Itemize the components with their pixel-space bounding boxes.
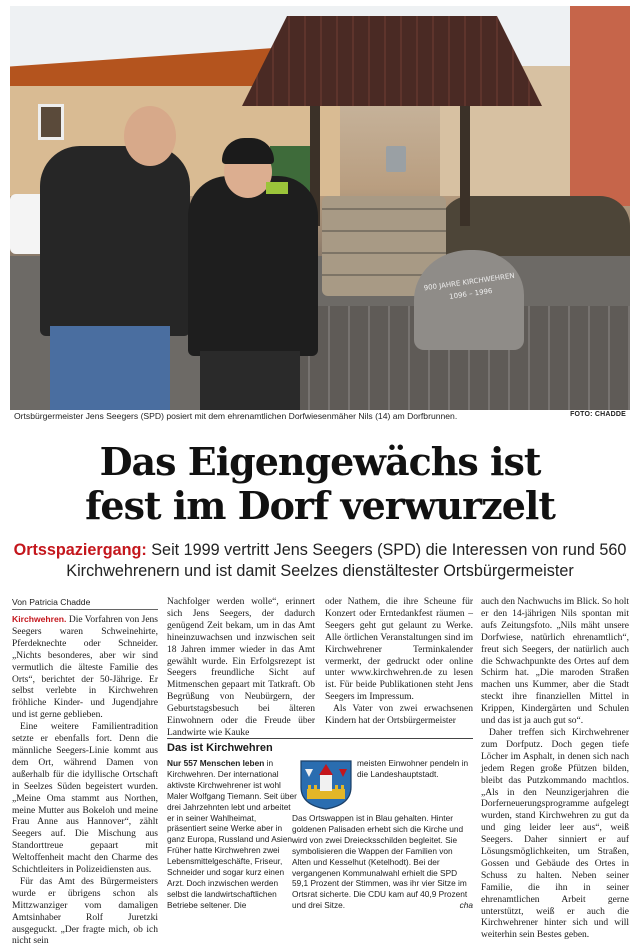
man-jacket (40, 146, 190, 336)
article-column-4 (481, 597, 629, 942)
coat-of-arms-icon (299, 759, 353, 811)
paragraph: Für das Amt des Bürgermeisters wurde er übrigens schon als Mittzwanziger vom damaligen Amtsinhaber Rolf Juretzki ausgeguckt. „Der fragte mich, ob ich nicht sein (12, 876, 158, 947)
paragraph: Nachfolger werden wolle“, erinnert sich Jens Seegers, der dadurch genügend Zeit bekam, um in das Amt hineinzuwachsen und inzwischen seit 18 Jahren immer wieder in das Amt gewählt wurde. Ein Erfolgsrezept ist Seegers freundliche Sicht auf Mitmenschen gepaart mit Tatkraft. Ob Begrüßung von Neubürgern, der Geburtstagsbesuch bei älteren Einwohnern oder die Freude über Landwirte wie Kauke (167, 597, 315, 738)
infobox-text-left: Nur 557 Menschen leben in Kirchwehren. Der international aktivste Kirchwehrener ist wohl Maler Wolfgang Tiemann. Seit über drei Jahrzehnten lebt und arbeitet er in seiner Wahlheimat, präsentiert seine Werke aber in ganz Europa, Russland und Asien. Früher hatte Kirchwehren zwei Lebensmittelgeschäfte, Friseur, Schneider und sogar kurz einen Arzt. Doch inzwischen werden selbst die landwirtschaftlichen Betriebe seltener. Die (167, 758, 297, 910)
memorial-stone-text: 900 JAHRE KIRCHWEHREN 1096 – 1996 (423, 271, 516, 301)
man-jeans (50, 326, 170, 410)
house-right-brick (570, 6, 630, 206)
infobox-text-right: meisten Einwohner pendeln in die Landeshauptstadt. (357, 758, 469, 779)
article-photo (10, 6, 630, 410)
paragraph: Eine weitere Familientradition setzte er ebenfalls fort. Denn die männliche Seegers-Linie kommt aus dem Ort, während Damen von außerhalb für die idyllische Ortschaft in Seelzes Süden begeistert wurden. „Meine Oma stammt aus Northen, meine Mutter aus Bokeloh und meine Frau Anne aus Hannover“, zählt Seegers auf. Die Mischung aus Standorttreue gepaart mit Weltoffenheit macht den Charme des Schichtleiters in Polizeidiensten aus. (12, 722, 158, 876)
article-column-2 (167, 597, 315, 740)
kicker: Ortsspaziergang: (13, 541, 147, 559)
byline: Von Patricia Chadde (12, 597, 91, 607)
photo-credit: FOTO: CHADDE (570, 411, 626, 418)
article-column-1 (12, 614, 158, 948)
infobox-lead: Nur 557 Menschen leben (167, 758, 265, 768)
window-1 (38, 104, 64, 140)
headline-line-2: fest im Dorf verwurzelt (85, 483, 555, 528)
boy-jacket (188, 176, 318, 356)
well-post-right (460, 106, 470, 226)
subheadline (12, 540, 628, 582)
man-face (124, 106, 176, 166)
caption-text: Ortsbürgermeister Jens Seegers (SPD) posiert mit dem ehrenamtlichen Dorfwiesenmäher Nils (14) am Dorfbrunnen. (14, 411, 458, 421)
well-bucket (386, 146, 406, 172)
boy-trousers (200, 351, 300, 410)
paragraph: auch den Nachwuchs im Blick. So holt er den 14-jährigen Nils spontan mit aufs Zeitungsfoto. „Nils mäht unsere Dorfwiese, natürlich ehrenamtlich“, freut sich Seegers, der natürlich auch die Schwachpunkte des Ortes auf dem Schirm hat. „Die maroden Straßen machen uns Kummer, aber die Stadt steckt ihre finanziellen Mittel in Krippen, Kindergärten und Schulen und das ist ja auch gut so“. (481, 597, 630, 727)
headline-line-1: Das Eigengewächs ist (99, 439, 541, 484)
well-roof (242, 16, 542, 106)
photo-caption (14, 411, 626, 421)
article-column-3 (325, 597, 473, 728)
byline-divider (12, 609, 158, 610)
paragraph: Daher treffen sich Kirchwehrener zum Dorfputz. Doch gegen tiefe Löcher im Asphalt, in denen sich nach jedem Regen große Pfützen bilden, bleibt das Putzkommando machtlos. „Als in den Neunzigerjahren die Dorferneuerungsprogramme aufgelegt wurden, stand Kirchwehren zu gut da und ging leider leer aus“, weiß Seegers. Daher sinniert er auf Lösungsmöglichkeiten, um Straßen, Gossen und Gebäude des Ortes in Schuss zu halten. Neben seiner Familie, die ihn in seiner ehrenamtlichen Arbeit gerne unterstützt, weiß er auch die Kirchwehrener hinter sich und will weiterhin sein Bestes geben. (481, 727, 629, 941)
infobox-title: Das ist Kirchwehren (167, 738, 473, 754)
subheadline-text: Seit 1999 vertritt Jens Seegers (SPD) die Interessen von rund 560 Kirchwehrenern und ist damit Seelzes dienstältester Ortsbürgermeister (66, 541, 627, 580)
paragraph: Kirchwehren. Die Vorfahren von Jens Seegers waren Schweinehirte, Pferdeknechte oder Schneider. „Nichts besonderes, aber wir sind vermutlich die älteste Familie des Orts“, berichtet der 50-Jährige. Er selbst verlebte in Kirchwehren fröhliche Kinder- und Jugendjahre und ist gerne geblieben. (12, 614, 158, 721)
headline (10, 440, 630, 528)
paragraph: Als Vater von zwei erwachsenen Kindern hat der Ortsbürgermeister (325, 704, 473, 727)
author-signature: cha (459, 900, 473, 911)
dateline: Kirchwehren. (12, 614, 67, 624)
boy-collar (266, 182, 288, 194)
paragraph: oder Nathem, die ihre Scheune für Konzert oder Erntedankfest räumen – Seegers geht gut gelaunt zu Werke. Alle örtlichen Veranstaltungen sind im Kirchwehrener Terminkalender vermerkt, der gedruckt oder online unter www.kirchwehren.de zu lesen ist. Für beide Publikationen steht Jens Seegers im Impressum. (325, 597, 473, 703)
infobox-text-bottom: Das Ortswappen ist in Blau gehalten. Hinter goldenen Palisaden erhebt sich die Kirche und wird von zwei Dreiecksschilden begleitet. Sie symbolisieren die Wappen der Familien von Alten und Kesselhut (Ketelhodt). Bei der vergangenen Kommunalwahl erhielt die SPD 59,1 Prozent der Stimmen, was ihr vier Sitze im Ortsrat sicherte. Die CDU kam auf 40,9 Prozent und drei Sitze. cha (292, 813, 473, 911)
